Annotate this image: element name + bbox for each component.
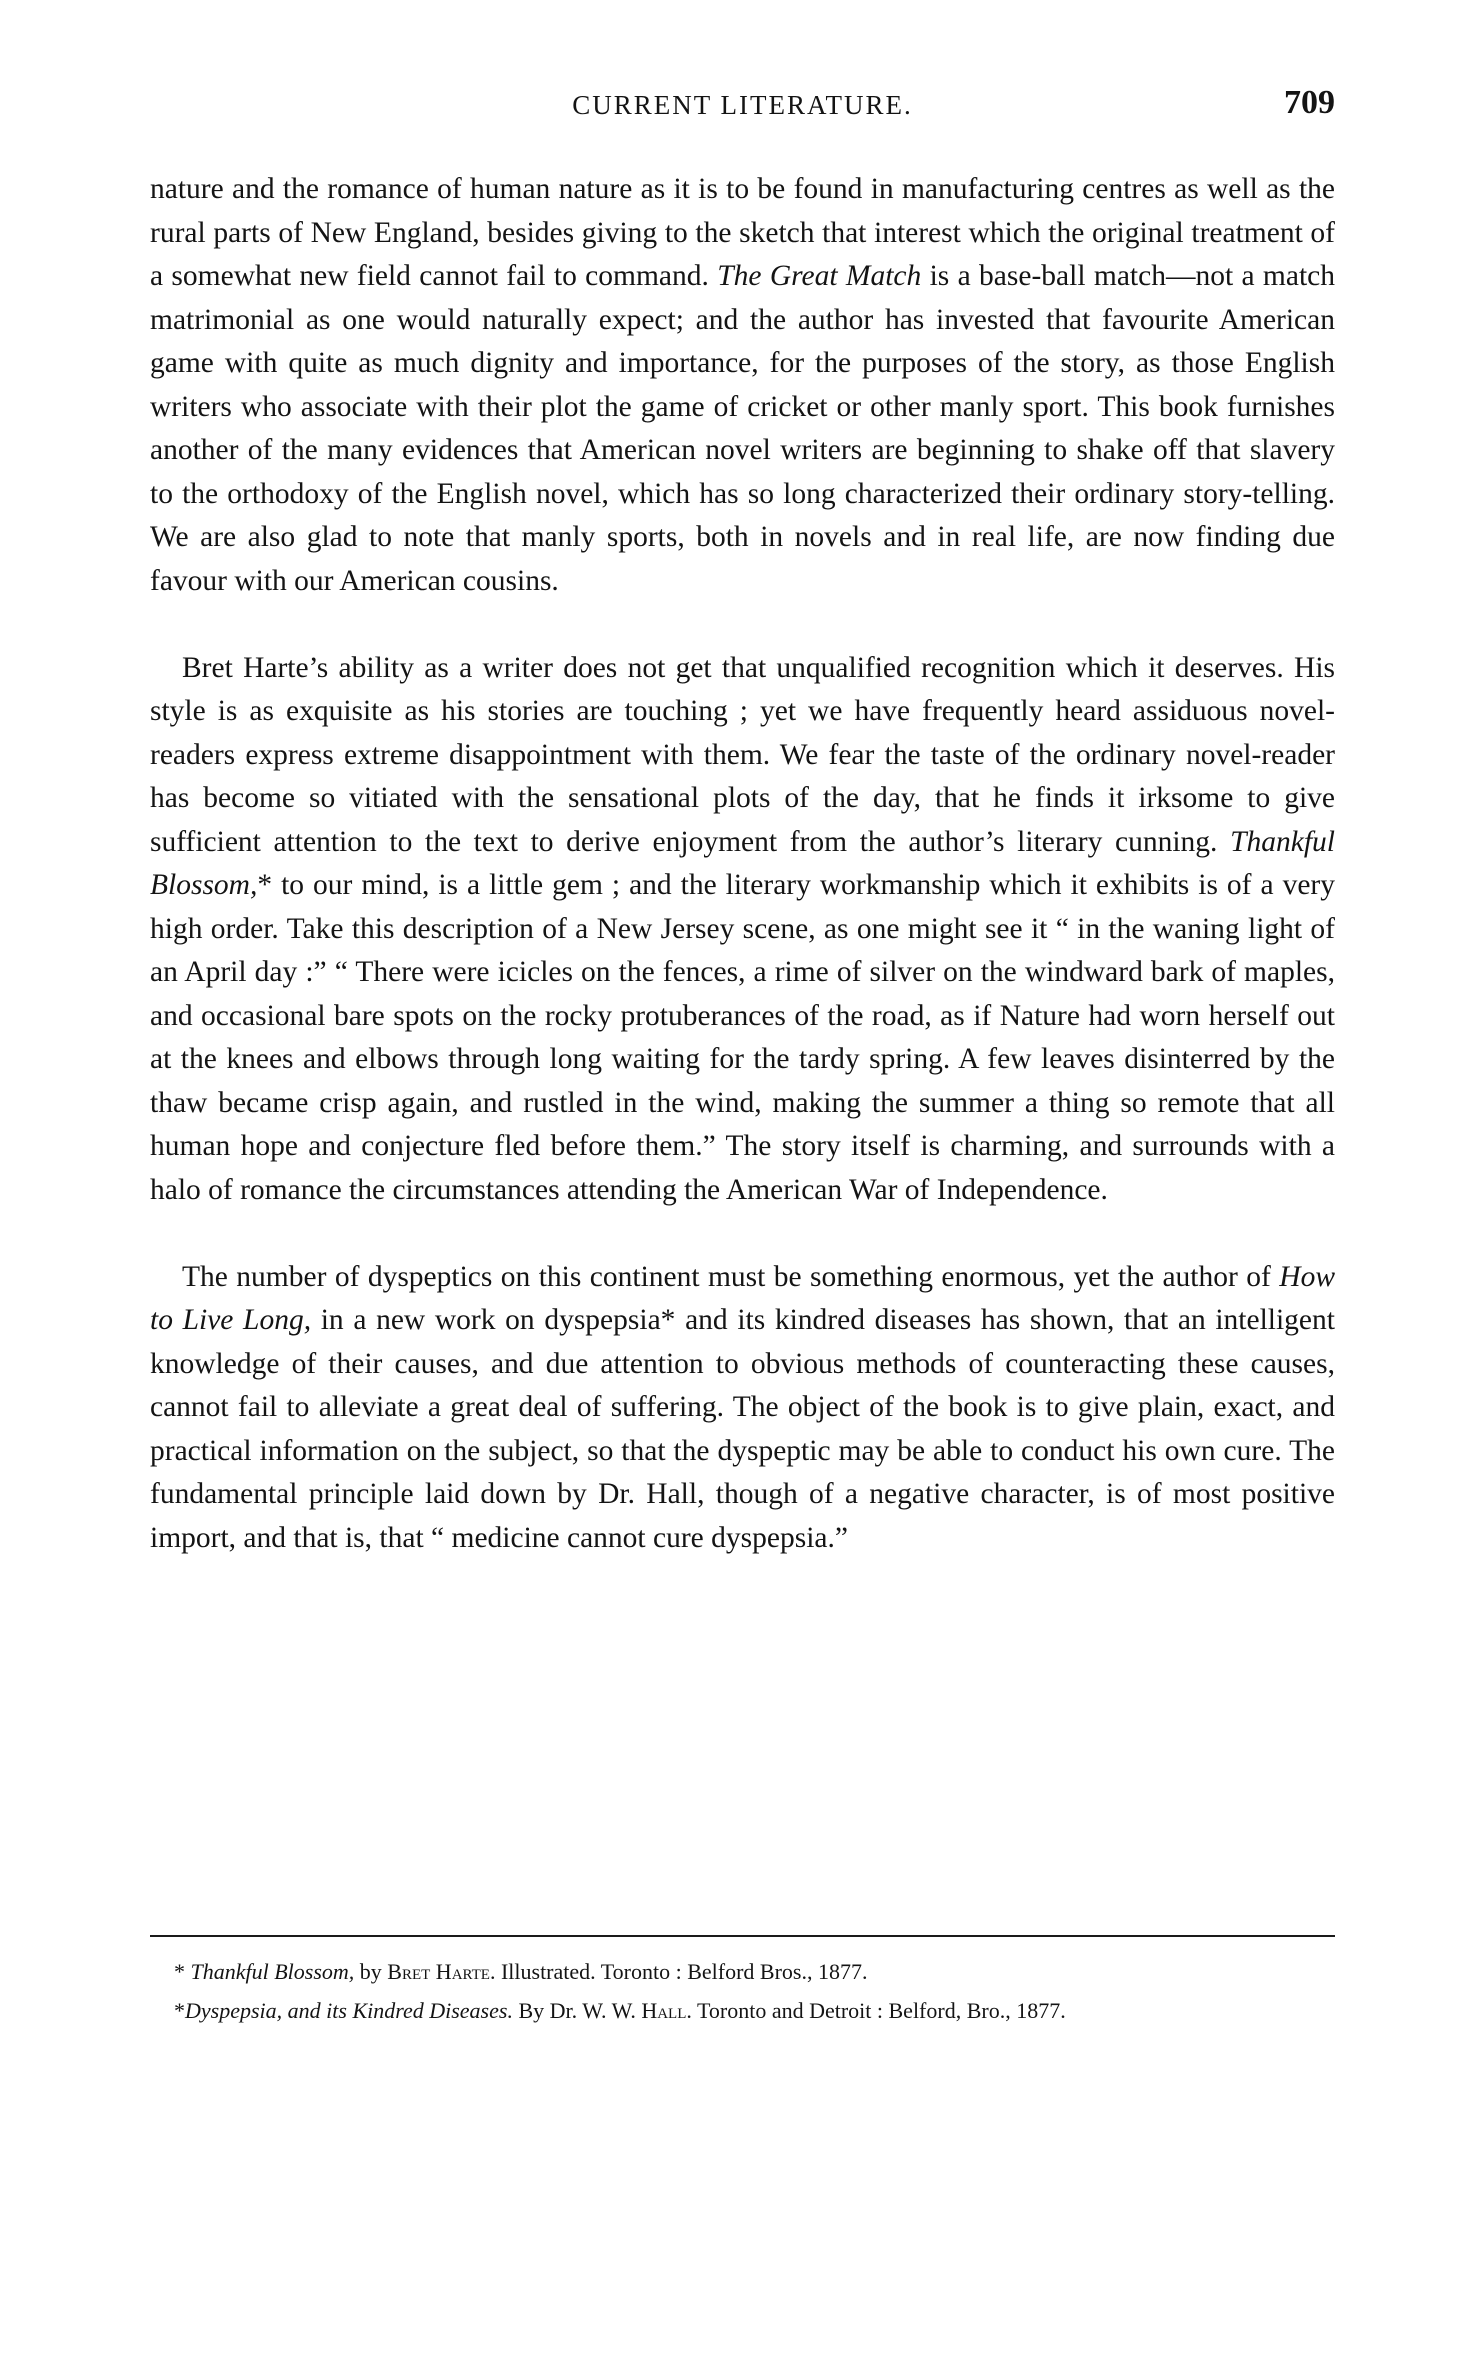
page-header (150, 84, 1335, 134)
footnote-marker: * (174, 1959, 191, 1984)
paragraph-text: * to our mind, is a little gem ; and the literary workmanship which it exhibits is of a very high order. Take this description of a New Jersey scene, as one might see it “ in the waning light of an April day :” “ There were icicles on the fences, a rime of silver on the windward bark of maples, and occasional bare spots on the rocky protuberances of the road, as if Nature had worn herself out at the knees and elbows through long waiting for the tardy spring. A few leaves disinterred by the thaw became crisp again, and rustled in the wind, making the summer a thing so remote that all human hope and conjecture fled before them.” The story itself is charming, and surrounds with a halo of romance the circumstances attending the American War of Independence. (150, 869, 1335, 1206)
footnote-title: Thankful Blossom, (190, 1959, 355, 1984)
page-number: 709 (1284, 84, 1335, 121)
paragraph-text: is a base-ball match—not a match matrimonial as one would naturally expect; and the author has invested that favourite American game with quite as much dignity and importance, for the purposes of the story, as those English writers who associate with their plot the game of cricket or other manly sport. This book furnishes another of the many evidences that American novel writers are beginning to shake off that slavery to the orthodoxy of the English novel, which has so long characterized their ordinary story-telling. We are also glad to note that manly sports, both in novels and in real life, are now finding due favour with our American cousins. (150, 260, 1335, 597)
article-body (150, 168, 1335, 1560)
paragraph-bret-harte (150, 647, 1335, 1213)
paragraph-text: The number of dyspeptics on this continent must be something enormous, yet the author of (182, 1260, 1280, 1293)
footnote-dyspepsia (150, 1994, 1335, 2027)
footnote-author: Bret Harte (387, 1959, 490, 1984)
footnote-author: Hall (641, 1998, 687, 2023)
paragraph-text: nature and the romance of human nature as it is to be found in manufacturing centres as well as the rural parts of New England, besides giving to the sketch that interest which the original treatment of a somewhat new field cannot fail to command. (150, 173, 1335, 292)
footnote-rule (150, 1935, 1335, 1937)
footnote-text: . Toronto and Detroit : Belford, Bro., 1877. (686, 1998, 1066, 2023)
running-head: CURRENT LITERATURE. (572, 90, 913, 120)
footnote-text: . Illustrated. Toronto : Belford Bros., 1877. (489, 1959, 868, 1984)
book-title: Thankful Blossom, (150, 825, 1335, 901)
footnote-thankful-blossom (150, 1955, 1335, 1988)
footnote-text: by (354, 1959, 388, 1984)
footnote-title: Dyspepsia, and its Kindred Diseases. (185, 1998, 513, 2023)
footnotes (150, 1955, 1335, 2033)
footnote-marker: * (174, 1998, 185, 2023)
paragraph-dyspepsia (150, 1256, 1335, 1561)
book-title: How to Live Long, (150, 1260, 1335, 1336)
paragraph-great-match (150, 168, 1335, 603)
book-title: The Great Match (717, 260, 922, 292)
paragraph-text: in a new work on dyspepsia* and its kindred diseases has shown, that an intelligent knowledge of their causes, and due attention to obvious methods of counteracting these causes, cannot fail to alleviate a great deal of suffering. The object of the book is to give plain, exact, and practical information on the subject, so that the dyspeptic may be able to conduct his own cure. The fundamental principle laid down by Dr. Hall, though of a negative character, is of most positive import, and that is, that “ medicine cannot cure dyspepsia.” (150, 1304, 1335, 1554)
footnote-text: By Dr. W. W. (512, 1998, 642, 2023)
paragraph-text: Bret Harte’s ability as a writer does not get that unqualified recognition which it deserves. His style is as exquisite as his stories are touching ; yet we have frequently heard assiduous novel-readers express extreme disappointment with them. We fear the taste of the ordinary novel-reader has become so vitiated with the sensational plots of the day, that he finds it irksome to give sufficient attention to the text to derive enjoyment from the author’s literary cunning. (150, 651, 1335, 858)
